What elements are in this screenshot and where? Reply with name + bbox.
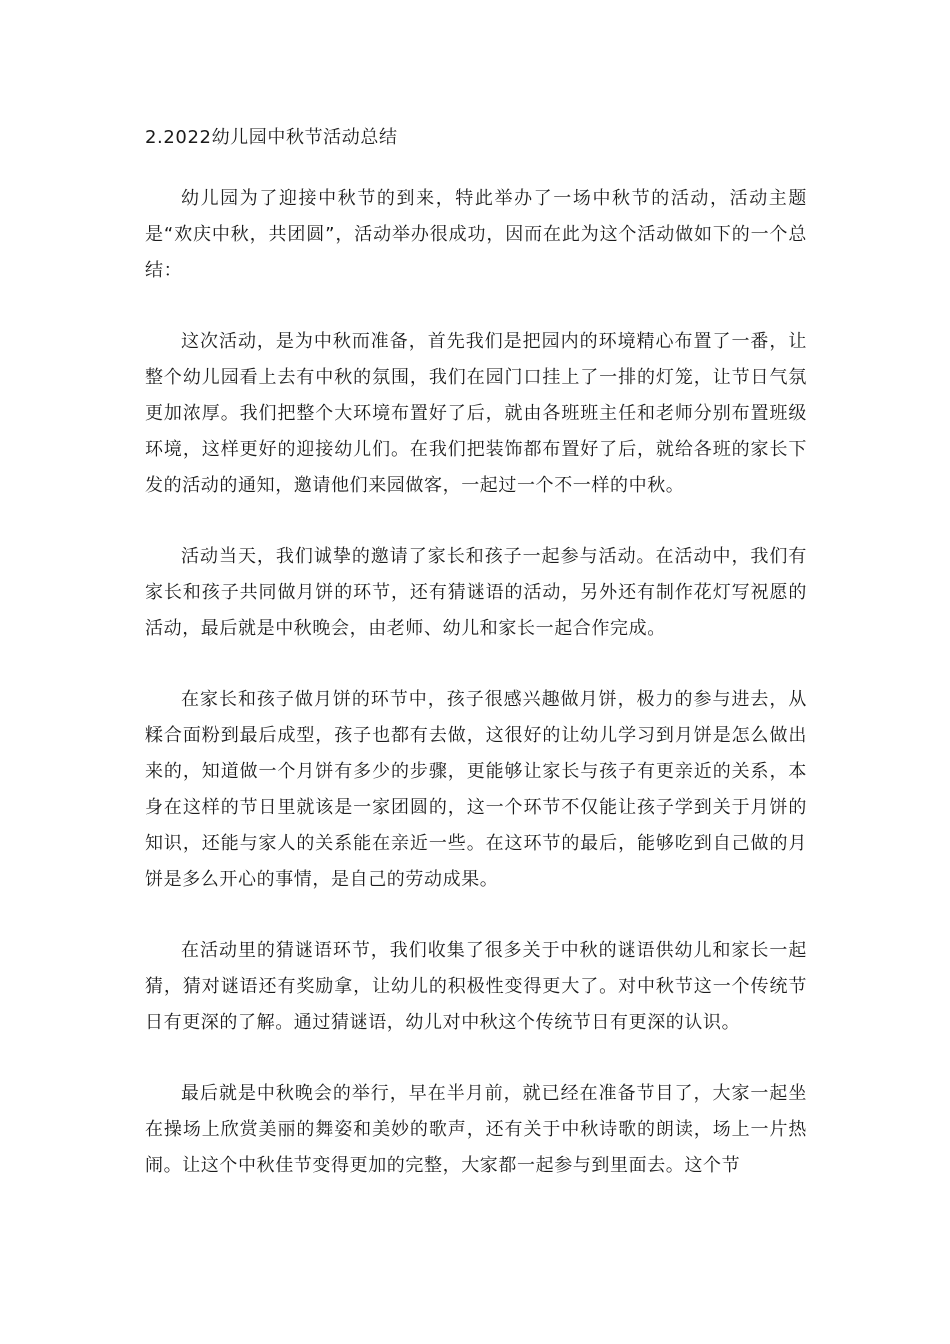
- paragraph-intro: 幼儿园为了迎接中秋节的到来，特此举办了一场中秋节的活动，活动主题是“欢庆中秋，共团圆”，活动举办很成功，因而在此为这个活动做如下的一个总结：: [145, 188, 807, 281]
- document-body: [145, 123, 807, 1219]
- paragraph-riddles: 在活动里的猜谜语环节，我们收集了很多关于中秋的谜语供幼儿和家长一起猜，猜对谜语还有奖励拿，让幼儿的积极性变得更大了。对中秋节这一个传统节日有更深的了解。通过猜谜语，幼儿对中秋这个传统节日有更深的认识。: [145, 940, 807, 1033]
- paragraph-evening-party: 最后就是中秋晚会的举行，早在半月前，就已经在准备节目了，大家一起坐在操场上欣赏美丽的舞姿和美妙的歌声，还有关于中秋诗歌的朗读，场上一片热闹。让这个中秋佳节变得更加的完整，大家都一起参与到里面去。这个节: [145, 1083, 807, 1176]
- paragraph-event-day: 活动当天，我们诚挚的邀请了家长和孩子一起参与活动。在活动中，我们有家长和孩子共同做月饼的环节，还有猜谜语的活动，另外还有制作花灯写祝愿的活动，最后就是中秋晚会，由老师、幼儿和家长一起合作完成。: [145, 546, 807, 639]
- paragraph-preparation: 这次活动，是为中秋而准备，首先我们是把园内的环境精心布置了一番，让整个幼儿园看上去有中秋的氛围，我们在园门口挂上了一排的灯笼，让节日气氛更加浓厚。我们把整个大环境布置好了后，就由各班班主任和老师分别布置班级环境，这样更好的迎接幼儿们。在我们把装饰都布置好了后，就给各班的家长下发的活动的通知，邀请他们来园做客，一起过一个不一样的中秋。: [145, 331, 807, 496]
- paragraph-mooncake-making: 在家长和孩子做月饼的环节中，孩子很感兴趣做月饼，极力的参与进去，从糅合面粉到最后成型，孩子也都有去做，这很好的让幼儿学习到月饼是怎么做出来的，知道做一个月饼有多少的步骤，更能够让家长与孩子有更亲近的关系，本身在这样的节日里就该是一家团圆的，这一个环节不仅能让孩子学到关于月饼的知识，还能与家人的关系能在亲近一些。在这环节的最后，能够吃到自己做的月饼是多么开心的事情，是自己的劳动成果。: [145, 689, 807, 890]
- document-title: 2.2022幼儿园中秋节活动总结: [145, 127, 398, 148]
